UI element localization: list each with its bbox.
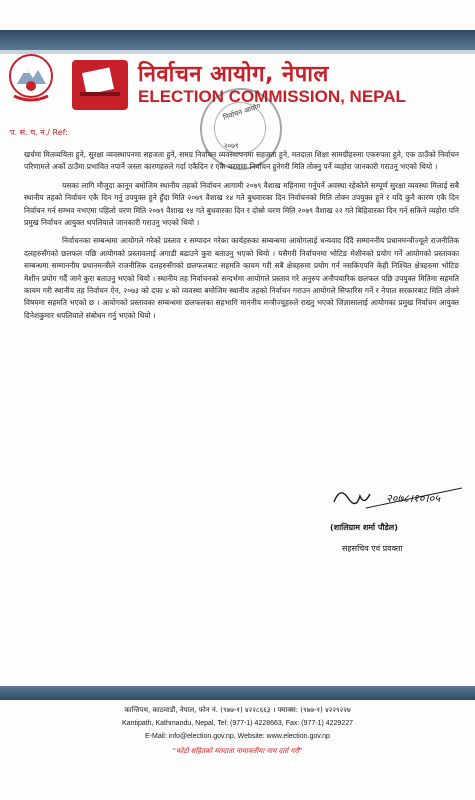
header-band bbox=[0, 30, 475, 50]
paragraph-2: यसका लागि मौजुदा कानून बमोजिम स्थानीय तहको निर्वाचन आगामी २०७९ वैशाख महिनामा गर्नुपर्ने अवस्था रहेकोले सम्पूर्ण सुरक्षा व्यवस्था मिलाई सबै स्थानीय तहको निर्वाचन एकै दिन गर्नु उपयुक्त हुने हुँदा मिति २०७९ वैशाख १४ गते बुधवारका दिन निर्वाचनको मिति तोक्न उपयुक्त हुने र यदि कुनै कारण एकै दिन निर्वाचन गर्न सम्भव नभएमा पहिलो चरण मिति २०७९ वैशाख १४ गते बुधवारका दिन र दोस्रो चरण मिति २०७९ वैशाख २२ गते बिहिवारका दिन गर्न सकिने व्यहोरा पनि प्रमुख निर्वाचन आयुक्त थपलियाले जानकारी गराउनु भएको थियो । bbox=[24, 180, 459, 228]
footer-contact: E-Mail: info@election.gov.np, Website: www.election.gov.np bbox=[145, 733, 330, 740]
commission-title-nepali: निर्वाचन आयोग, नेपाल bbox=[138, 62, 329, 87]
ballot-slot bbox=[80, 92, 120, 96]
footer-band bbox=[0, 686, 475, 700]
footer-slogan: "फोटो सहितको मतदाता नामावलीमा नाम दर्ता गरौं" bbox=[172, 747, 303, 755]
footer-address-english: Kantipath, Kathmandu, Nepal, Tel: (977-1) 4228663, Fax: (977-1) 4229227 bbox=[121, 720, 354, 727]
header-band-accent bbox=[0, 50, 475, 54]
paragraph-1: खर्चमा मितव्ययिता हुने, सुरक्षा व्यवस्थापनमा सहजता हुने, समग्र निर्वाचन व्यवस्थापनमा सहजता हुने, मतदाता शिक्षा सामग्रीहरुमा एकरुपता हुने, एक ठाउँको निर्वाचन परिणामले अर्को ठाउँमा प्रभावित नपार्ने जस्ता कारणहरुले गर्दा एकैदिन र एकै चरणमा निर्वाचन हुनेगरी मिति तोक्नु पर्ने व्यहोरा जानकारी गराउनु भएको थियो । bbox=[24, 150, 459, 172]
stamp-date: २०७९ bbox=[224, 142, 239, 150]
reference-label: प. सं. च. नं./ Ref: bbox=[10, 128, 68, 137]
signatory-title: सहसचिव एवं प्रवक्ता bbox=[342, 544, 403, 553]
signatory-name: (शालिग्राम शर्मा पौडेल) bbox=[330, 523, 398, 532]
ballot-paper-icon bbox=[82, 67, 114, 94]
handwritten-signature bbox=[330, 480, 470, 516]
ballot-box-logo bbox=[72, 60, 128, 110]
signature-date: २०७८।१०।०५ bbox=[386, 492, 441, 505]
commission-title-english: ELECTION COMMISSION, NEPAL bbox=[138, 87, 406, 106]
footer-address-nepali: कान्तिपथ, काठमाडौं, नेपाल, फोन नं. (९७७-१) ४२२८६६३ । फ्याक्स: (९७७-१) ४२२९२२७ bbox=[124, 706, 351, 714]
letter-body bbox=[24, 149, 459, 328]
stamp-label: निर्वाचन आयोग bbox=[222, 102, 262, 122]
nepal-emblem-icon bbox=[8, 52, 54, 104]
paragraph-3: निर्वाचनका सम्बन्धमा आयोगले गरेको प्रस्ताव र सम्पादन गरेका कार्यहरुका सम्बन्धमा आयोगलाई धन्यवाद दिँदै सम्माननीय प्रधानमन्त्रीज्यूले राजनीतिक दलहरुसँगको छलफल पछि आयोगको प्रस्तावलाई अगाडी बढाउने कुरा बताउनु भएको थियो । यसैगरी निर्वाचनमा भोटिङ मेशीनको प्रयोग गर्ने आयोगको प्रस्तावका सम्बन्धमा सम्माननीय प्रधानमन्त्रीले राजनीतिक दलहरुसँगको छलफलबाट सहमति कायम गरी सबै क्षेत्रहरुमा प्रयोग गर्न नसकिएपनि केही निश्चित क्षेत्रहरुमा भोटिङ मेशीन प्रयोग गर्दै जाने कुरा बताउनु भएको थियो । स्थानीय तह निर्वाचनको सन्दर्भमा आयोगले प्रस्ताव गरे अनुरुप अनौपचारिक छलफल पछि उपयुक्त मितिमा सहमति कायम गरी स्थानीय तह निर्वाचन ऐन, २०७३ को दफा ४ को व्यवस्था बमोजिम स्थानीय तहको निर्वाचन गराउन आयोगले सिफारिस गर्ने र नेपाल सरकारबाट मिति तोक्ने विषयमा सहमति भएको छ । आयोगको प्रस्तावका सम्बन्धमा छलफलका सहभागि माननीय मन्त्रीज्यूहरुले राख्नु भएको जिज्ञासालाई आयोगका प्रमुख निर्वाचन आयुक्त दिनेशकुमार थपलियाले संबोधन गर्नु भएको थियो । bbox=[24, 236, 459, 320]
